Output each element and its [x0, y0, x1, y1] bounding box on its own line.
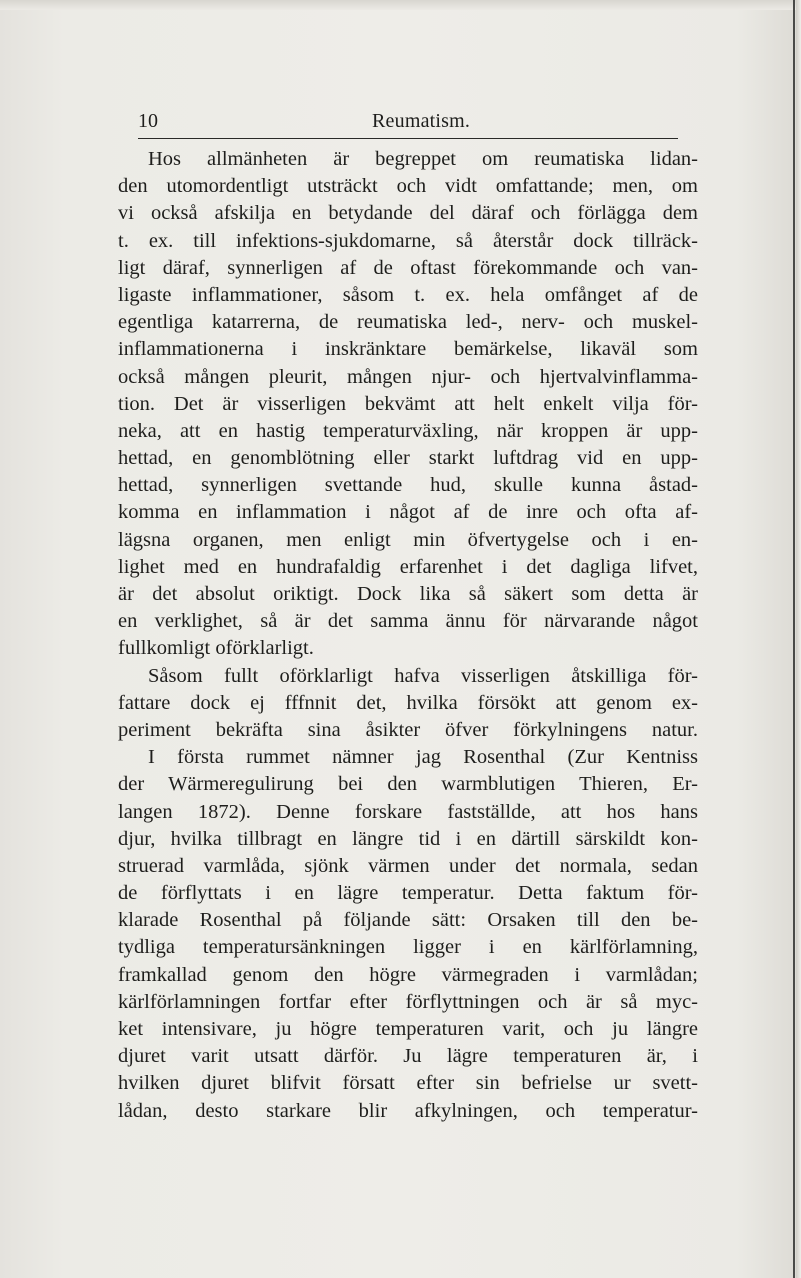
text-line: också mången pleurit, mången njur- och hjertvalvinflamma-: [118, 365, 698, 388]
page-top-shadow: [0, 0, 801, 10]
text-line: djuret varit utsatt därför. Ju lägre temperaturen är, i: [118, 1045, 698, 1068]
text-line: I första rummet nämner jag Rosenthal (Zur Kentniss: [148, 746, 698, 769]
text-line: struerad varmlåda, sjönk värmen under det normala, sedan: [118, 854, 698, 877]
text-line: langen 1872). Denne forskare fastställde, att hos hans: [118, 800, 698, 823]
text-line: hettad, en genomblötning eller starkt luftdrag vid en upp-: [118, 447, 698, 470]
text-line: Hos allmänheten är begreppet om reumatiska lidan-: [148, 148, 698, 170]
page-number: 10: [138, 110, 158, 132]
text-line: der Wärmeregulirung bei den warmblutigen Thieren, Er-: [118, 773, 698, 796]
text-line: tion. Det är visserligen bekvämt att helt enkelt vilja för-: [118, 392, 698, 415]
text-line: ket intensivare, ju högre temperaturen varit, och ju längre: [118, 1018, 698, 1040]
page-edge-line: [793, 0, 795, 1278]
text-line: lighet med en hundrafaldig erfarenhet i det dagliga lifvet,: [118, 555, 698, 578]
text-line: periment bekräfta sina åsikter öfver förkylningens natur.: [118, 718, 698, 741]
text-line: hettad, synnerligen svettande hud, skulle kunna åstad-: [118, 474, 698, 497]
text-line: fattare dock ej fffnnit det, hvilka försökt att genom ex-: [118, 691, 698, 714]
running-title: Reumatism.: [372, 110, 471, 132]
text-line: en verklighet, så är det samma ännu för närvarande något: [118, 610, 698, 633]
text-line: lådan, desto starkare blir afkylningen, och temperatur-: [118, 1099, 698, 1122]
text-line: t. ex. till infektions-sjukdomarne, så återstår dock tillräck-: [118, 229, 698, 252]
text-line: neka, att en hastig temperaturväxling, när kroppen är upp-: [118, 419, 698, 442]
text-line: ligt däraf, synnerligen af de oftast förekommande och van-: [118, 256, 698, 279]
text-line: egentliga katarrerna, de reumatiska led-, nerv- och muskel-: [118, 311, 698, 334]
text-line: hvilken djuret blifvit försatt efter sin befrielse ur svett-: [118, 1072, 698, 1095]
text-line: kärlförlamningen fortfar efter förflyttningen och är så myc-: [118, 990, 698, 1013]
header-rule: [138, 138, 678, 139]
page-header: [138, 110, 678, 134]
body-text: [118, 146, 698, 1125]
page-edge-shadow: [796, 0, 801, 1278]
text-line: är det absolut oriktigt. Dock lika så säkert som detta är: [118, 583, 698, 605]
text-line: framkallad genom den högre värmegraden i varmlådan;: [118, 963, 698, 986]
text-line: den utomordentligt utsträckt och vidt omfattande; men, om: [118, 175, 698, 198]
text-line: klarade Rosenthal på följande sätt: Orsaken till den be-: [118, 909, 698, 932]
text-line: komma en inflammation i något af de inre och ofta af-: [118, 501, 698, 524]
text-line: vi också afskilja en betydande del däraf och förlägga dem: [118, 202, 698, 225]
text-line: lägsna organen, men enligt min öfvertygelse och i en-: [118, 528, 698, 551]
text-line: djur, hvilka tillbragt en längre tid i en därtill särskildt kon-: [118, 827, 698, 850]
text-line: Såsom fullt oförklarligt hafva visserligen åtskilliga för-: [148, 664, 698, 687]
text-line: ligaste inflammationer, såsom t. ex. hela omfånget af de: [118, 283, 698, 306]
text-line: fullkomligt oförklarligt.: [118, 637, 314, 660]
text-line: inflammationerna i inskränktare bemärkelse, likaväl som: [118, 338, 698, 361]
text-line: tydliga temperatursänkningen ligger i en kärlförlamning,: [118, 936, 698, 959]
text-line: de förflyttats i en lägre temperatur. Detta faktum för-: [118, 882, 698, 905]
